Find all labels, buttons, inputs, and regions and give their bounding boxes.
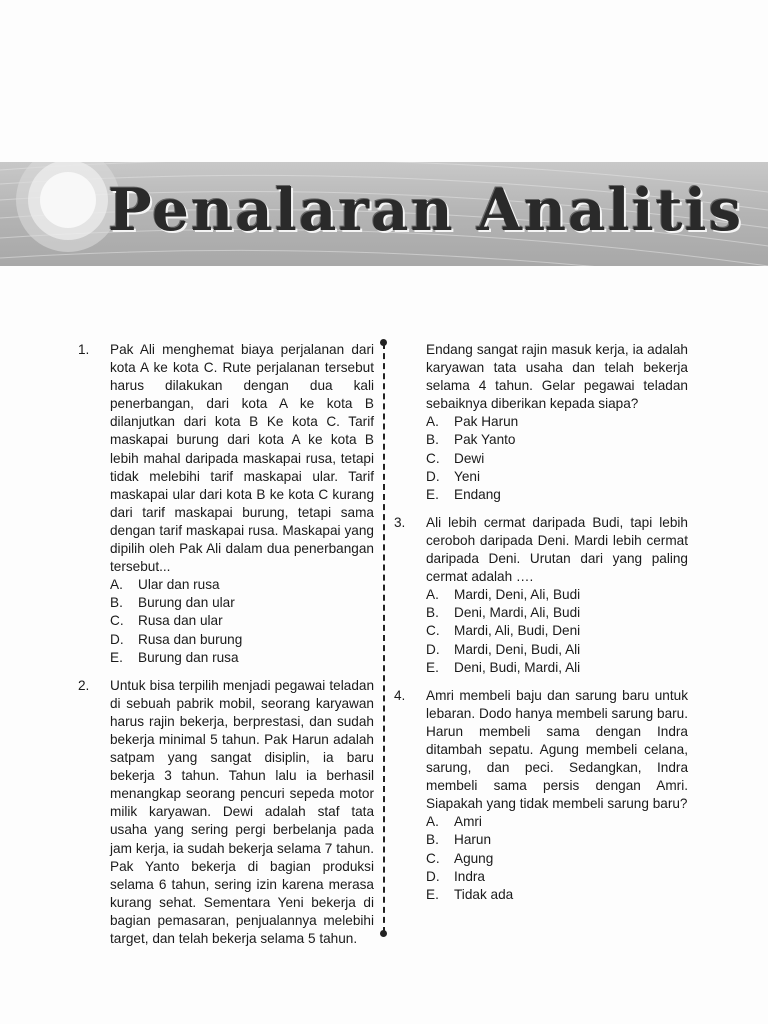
question-number: 2.	[78, 677, 90, 693]
option-text: Ular dan rusa	[138, 577, 220, 593]
right-column	[394, 341, 688, 914]
option-list	[426, 586, 688, 676]
question-text: Untuk bisa terpilih menjadi pegawai teladan di sebuah pabrik mobil, seorang karyawan harus rajin bekerja, berprestasi, dan sudah bekerja minimal 5 tahun. Pak Harun adalah satpam yang sangat disiplin, ia baru bekerja 3 tahun. Tahun lalu ia berhasil menangkap seorang pencuri sepeda motor milik karyawan. Dewi adalah staf tata usaha yang sering pergi berbelanja pada jam kerja, ia sudah bekerja selama 7 tahun. Pak Yanto bekerja di bagian produksi selama 6 tahun, sering izin karena merasa kurang sehat. Sementara Yeni bekerja di bagian pemasaran, penjualannya melebihi target, dan telah bekerja selama 5 tahun.	[110, 677, 374, 946]
option-item[interactable]	[426, 586, 688, 604]
option-letter: C.	[426, 623, 440, 639]
option-text: Deni, Mardi, Ali, Budi	[454, 605, 581, 621]
option-letter: B.	[426, 832, 439, 848]
option-letter: A.	[110, 577, 123, 593]
option-letter: C.	[426, 450, 440, 466]
question-text: Endang sangat rajin masuk kerja, ia adalah karyawan tata usaha dan telah bekerja selama 4 tahun. Gelar pegawai teladan sebaiknya diberikan kepada siapa?	[426, 342, 688, 412]
option-item[interactable]	[426, 413, 688, 431]
option-list	[110, 576, 374, 666]
option-text: Pak Yanto	[454, 432, 516, 448]
option-text: Indra	[454, 868, 485, 884]
option-item[interactable]	[110, 576, 374, 594]
option-letter: D.	[426, 641, 440, 657]
option-letter: C.	[426, 850, 440, 866]
divider-bottom-dot	[380, 930, 387, 937]
question-text: Amri membeli baju dan sarung baru untuk lebaran. Dodo hanya membeli sarung baru. Harun membeli sama dengan Indra ditambah sepatu. Agung membeli celana, sarung, dan peci. Sedangkan, Indra membeli sama persis dengan Amri. Siapakah yang tidak membeli sarung baru?	[426, 687, 688, 812]
question-1	[78, 341, 374, 667]
option-item[interactable]	[426, 468, 688, 486]
option-letter: E.	[426, 486, 439, 502]
page-title: Penalaran Analitis	[108, 176, 744, 244]
option-text: Rusa dan ular	[138, 613, 223, 629]
question-number: 1.	[78, 342, 90, 357]
option-item[interactable]	[110, 594, 374, 612]
option-letter: D.	[426, 868, 440, 884]
option-item[interactable]	[426, 641, 688, 659]
option-text: Yeni	[454, 468, 480, 484]
option-item[interactable]	[426, 486, 688, 504]
option-text: Dewi	[454, 450, 485, 466]
option-text: Deni, Budi, Mardi, Ali	[454, 659, 581, 675]
option-text: Endang	[454, 486, 501, 502]
question-text: Pak Ali menghemat biaya perjalanan dari kota A ke kota C. Rute perjalanan tersebut harus dilakukan dengan dua kali penerbangan, dari kota A ke kota B dilanjutkan dari kota B Ke kota C. Tarif maskapai burung dari kota A ke kota B lebih mahal daripada maskapai rusa, tetapi tidak melebihi tarif maskapai ular. Tarif maskapai ular dari kota B ke kota C kurang dari tarif maskapai burung, tetapi sama dengan tarif maskapai rusa. Maskapai yang dipilih oleh Pak Ali dalam dua penerbangan tersebut...	[110, 342, 374, 575]
option-item[interactable]	[426, 604, 688, 622]
option-letter: E.	[426, 659, 439, 675]
option-text: Tidak ada	[454, 886, 514, 902]
option-letter: A.	[426, 814, 439, 830]
option-item[interactable]	[426, 868, 688, 886]
option-item[interactable]	[426, 831, 688, 849]
question-4	[394, 687, 688, 904]
option-text: Pak Harun	[454, 414, 519, 430]
option-item[interactable]	[426, 813, 688, 831]
option-item[interactable]	[426, 886, 688, 904]
question-2-continued	[394, 341, 688, 504]
option-letter: B.	[426, 605, 439, 621]
option-letter: E.	[110, 649, 123, 665]
option-list	[426, 413, 688, 503]
option-item[interactable]	[110, 649, 374, 667]
option-item[interactable]	[426, 450, 688, 468]
question-2	[78, 677, 374, 948]
option-text: Agung	[454, 850, 494, 866]
option-letter: C.	[110, 613, 124, 629]
option-item[interactable]	[110, 612, 374, 630]
option-letter: B.	[110, 595, 123, 611]
option-letter: A.	[426, 414, 439, 430]
question-number: 3.	[394, 514, 406, 530]
question-3	[394, 514, 688, 677]
option-letter: E.	[426, 886, 439, 902]
option-text: Harun	[454, 832, 492, 848]
option-letter: A.	[426, 587, 439, 603]
question-text: Ali lebih cermat daripada Budi, tapi lebih ceroboh daripada Deni. Mardi lebih cermat daripada Deni. Urutan dari yang paling cermat adalah ….	[426, 514, 688, 585]
option-text: Mardi, Ali, Budi, Deni	[454, 623, 581, 639]
option-item[interactable]	[426, 659, 688, 677]
option-text: Burung dan ular	[138, 595, 235, 611]
question-number: 4.	[394, 687, 406, 703]
option-item[interactable]	[426, 850, 688, 868]
option-letter: D.	[110, 631, 124, 647]
option-item[interactable]	[110, 631, 374, 649]
option-text: Mardi, Deni, Ali, Budi	[454, 587, 581, 603]
column-divider	[383, 343, 385, 933]
option-text: Burung dan rusa	[138, 649, 239, 665]
option-item[interactable]	[426, 431, 688, 449]
option-list	[426, 813, 688, 903]
left-column	[78, 341, 374, 958]
option-text: Rusa dan burung	[138, 631, 243, 647]
option-letter: B.	[426, 432, 439, 448]
divider-top-dot	[380, 339, 387, 346]
option-letter: D.	[426, 468, 440, 484]
header-banner	[0, 162, 768, 266]
option-item[interactable]	[426, 622, 688, 640]
option-text: Mardi, Deni, Budi, Ali	[454, 641, 581, 657]
option-text: Amri	[454, 814, 482, 830]
